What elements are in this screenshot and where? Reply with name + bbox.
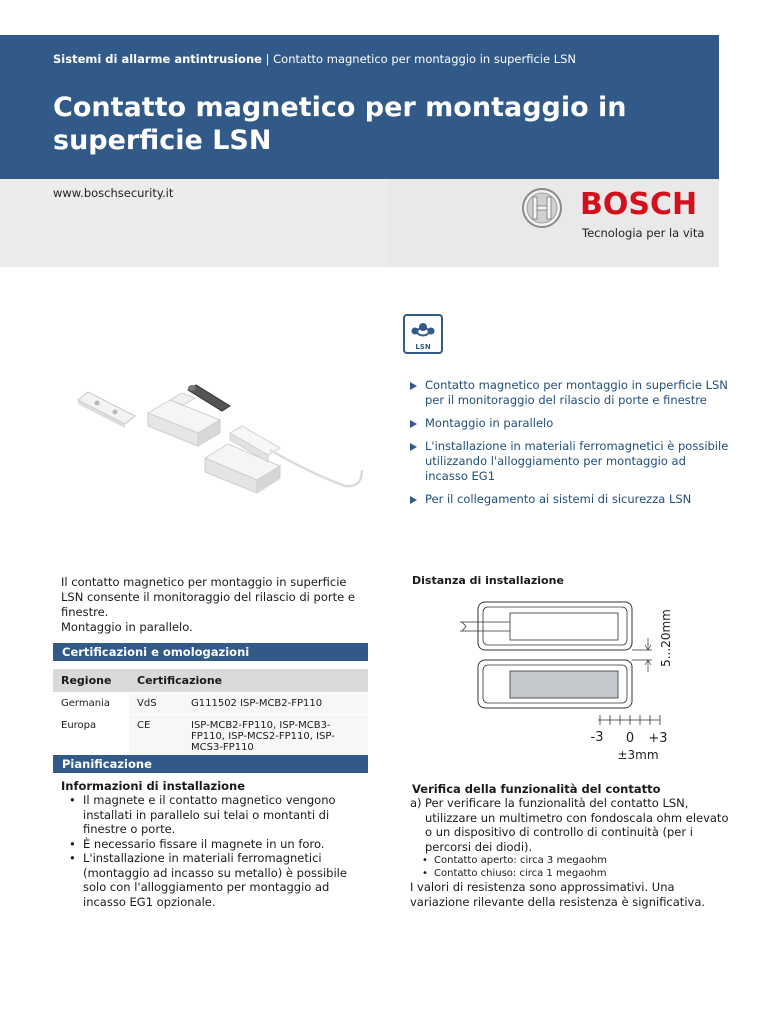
breadcrumb-separator: | <box>261 52 274 66</box>
cert-detail-cell: ISP-MCB2-FP110, ISP-MCB3-FP110, ISP-MCS2-FP110, ISP-MCS3-FP110 <box>183 715 368 759</box>
step-text: Per verificare la funzionalità del contatto LSN, utilizzare un multimetro con fondoscala ohm elevato o un dispositivo di controllo di continuità (per i percorsi dei diodi). <box>425 796 729 854</box>
tick-plus: +3 <box>648 731 668 746</box>
feature-item: Per il collegamento ai sistemi di sicurezza LSN <box>410 492 730 507</box>
cert-detail-cell: G111502 ISP-MCB2-FP110 <box>183 693 368 715</box>
table-row <box>53 715 368 759</box>
intro-paragraph: Il contatto magnetico per montaggio in superficie LSN consente il monitoraggio del rilascio di porte e finestre. <box>61 575 355 619</box>
step-label: a) <box>410 796 422 810</box>
subheader-band <box>0 179 719 267</box>
tick-zero: 0 <box>625 731 635 746</box>
breadcrumb-product: Contatto magnetico per montaggio in superficie LSN <box>273 52 577 66</box>
certifications-table <box>53 669 368 758</box>
installation-distance-diagram <box>452 594 692 769</box>
page-title: Contatto magnetico per montaggio in superficie LSN <box>53 92 627 156</box>
certifications-heading: Certificazioni e omologazioni <box>53 643 368 661</box>
breadcrumb-category: Sistemi di allarme antintrusione <box>53 52 262 66</box>
lsn-icon-label: LSN <box>415 343 431 351</box>
page-header <box>0 35 719 179</box>
feature-item: Contatto magnetico per montaggio in superficie LSN per il monitoraggio del rilascio di porte e finestre <box>410 378 730 408</box>
mounting-plate <box>78 392 135 428</box>
intro-paragraph: Montaggio in parallelo. <box>61 620 193 634</box>
feature-item: Montaggio in parallelo <box>410 416 730 431</box>
bosch-logo-text: BOSCH <box>580 187 698 222</box>
resistance-list <box>410 854 730 880</box>
feature-item: L'installazione in materiali ferromagnetici è possibile utilizzando l'alloggiamento per montaggio ad incasso EG1 <box>410 439 730 484</box>
gap-label: 5...20mm <box>659 609 673 667</box>
resistance-note: I valori di resistenza sono approssimativi. Una variazione rilevante della resistenza è significativa. <box>410 880 706 909</box>
bosch-emblem-icon <box>521 187 563 229</box>
list-item: • È necessario fissare il magnete in un foro. <box>61 837 371 852</box>
cert-body-cell: VdS <box>129 693 183 715</box>
list-item: • Contatto chiuso: circa 1 megaohm <box>410 867 730 880</box>
distance-heading: Distanza di installazione <box>412 574 564 587</box>
website-link[interactable]: www.boschsecurity.it <box>53 186 174 200</box>
logo-tagline: Tecnologia per la vita <box>582 226 705 240</box>
table-header-region: Regione <box>53 669 129 693</box>
planning-heading: Pianificazione <box>53 755 368 773</box>
product-image <box>70 378 370 508</box>
breadcrumb <box>53 52 576 66</box>
list-item: • Il magnete e il contatto magnetico vengono installati in parallelo sui telai o montanti di finestre o porte. <box>61 793 371 837</box>
lsn-network-icon <box>403 314 443 354</box>
tick-minus: -3 <box>590 730 604 745</box>
table-row <box>53 693 368 715</box>
list-item: • L'installazione in materiali ferromagnetici (montaggio ad incasso su metallo) è possibile solo con l'alloggiamento per montaggio ad incasso EG1 opzionale. <box>61 851 371 909</box>
tolerance-label: ±3mm <box>617 748 659 762</box>
intro-text <box>61 575 371 635</box>
feature-list <box>410 378 730 515</box>
cable <box>270 450 362 486</box>
cert-body-cell: CE <box>129 715 183 759</box>
logo-area <box>388 179 719 267</box>
region-cell: Europa <box>53 715 129 759</box>
install-info-list <box>61 793 371 909</box>
list-item: • Contatto aperto: circa 3 megaohm <box>410 854 730 867</box>
table-header-certification: Certificazione <box>129 669 368 693</box>
verify-step <box>410 796 730 854</box>
verify-section <box>410 796 730 909</box>
install-info-heading: Informazioni di installazione <box>61 779 246 793</box>
verify-heading: Verifica della funzionalità del contatto <box>412 782 661 796</box>
region-cell: Germania <box>53 693 129 715</box>
